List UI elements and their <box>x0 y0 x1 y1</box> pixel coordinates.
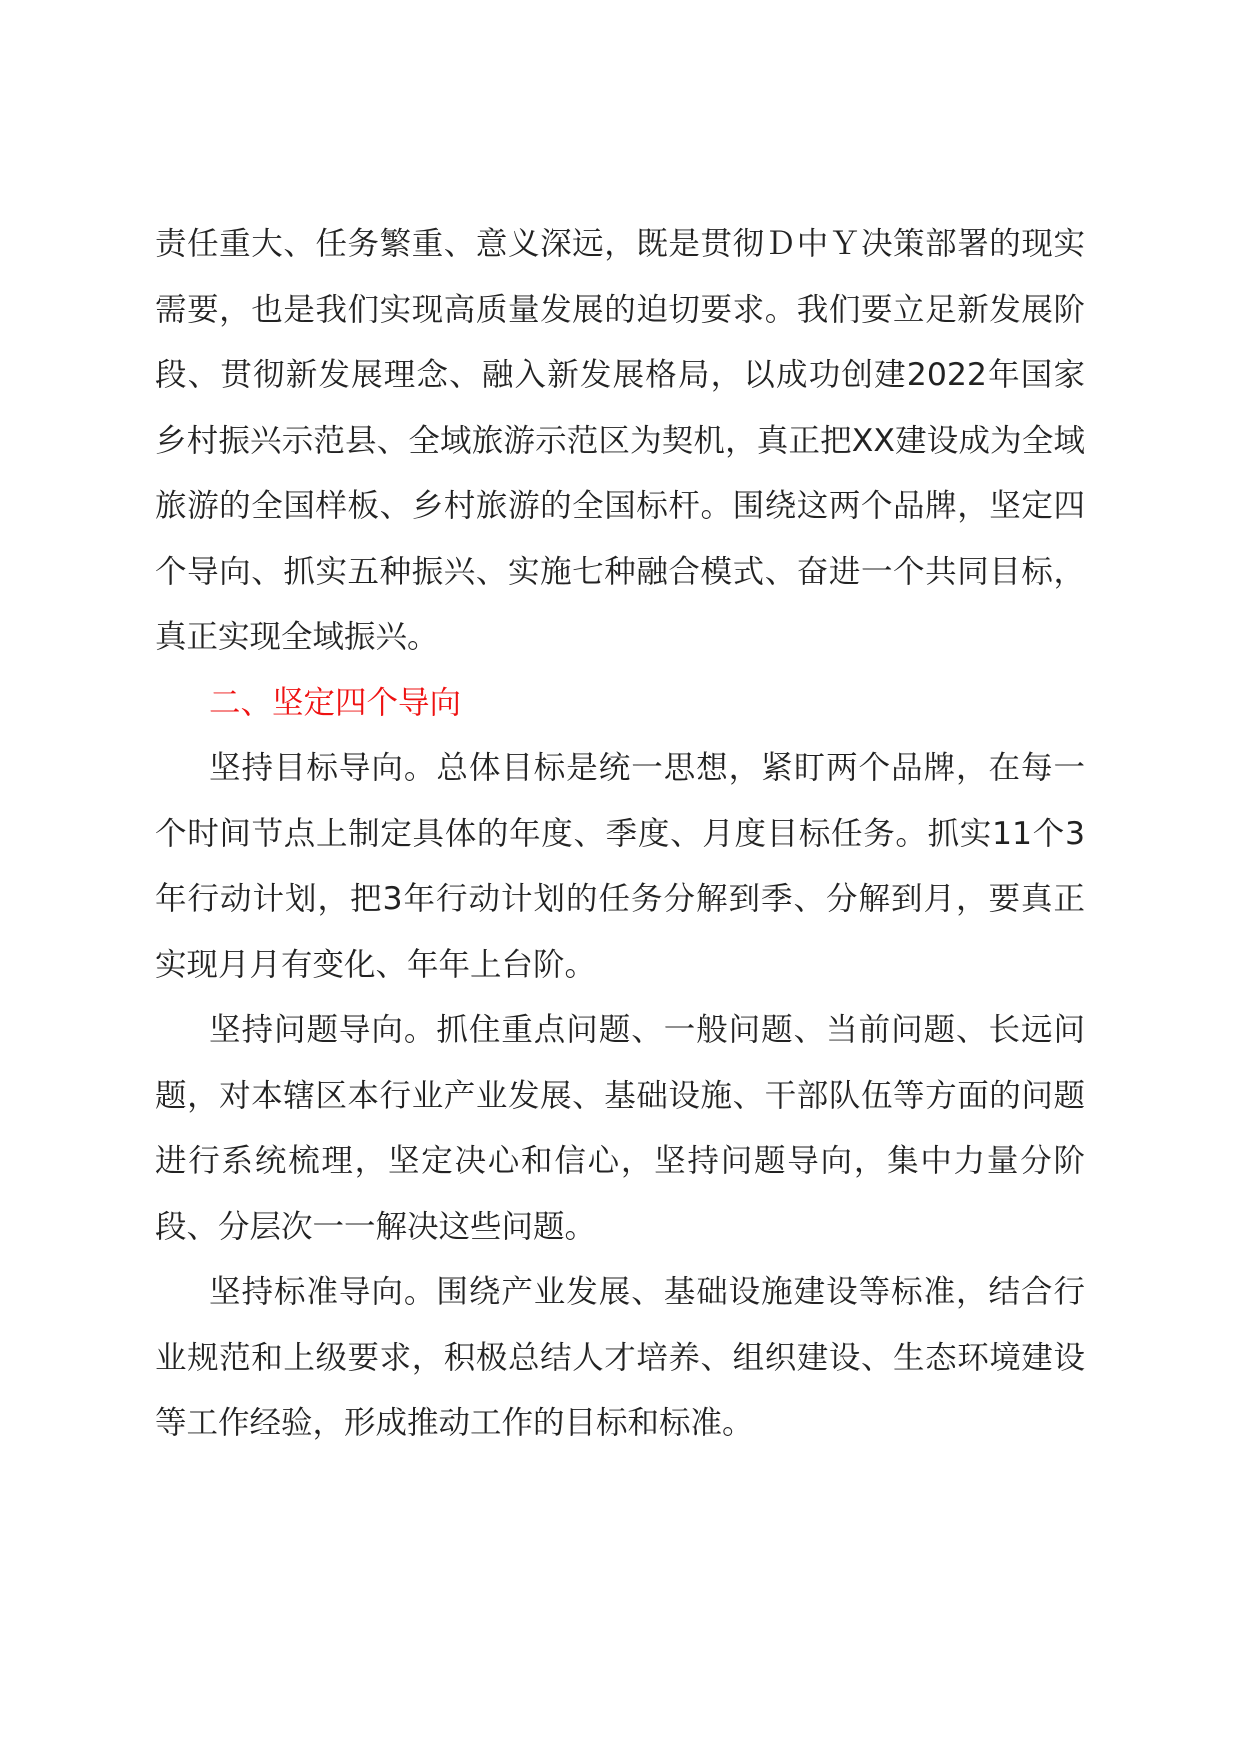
body-paragraph-problem-orientation: 坚持问题导向。抓住重点问题、一般问题、当前问题、长远问题，对本辖区本行业产业发展、基础设施、干部队伍等方面的问题进行系统梳理，坚定决心和信心，坚持问题导向，集中力量分阶段、分层次一一解决这些问题。 <box>155 1012 1085 1245</box>
document-body <box>155 212 1085 1457</box>
body-paragraph-goal-orientation: 坚持目标导向。总体目标是统一思想，紧盯两个品牌，在每一个时间节点上制定具体的年度、季度、月度目标任务。抓实11个3年行动计划，把3年行动计划的任务分解到季、分解到月，要真正实现月月有变化、年年上台阶。 <box>155 750 1085 983</box>
body-paragraph-intro: 责任重大、任务繁重、意义深远，既是贯彻Ｄ中Ｙ决策部署的现实需要，也是我们实现高质量发展的迫切要求。我们要立足新发展阶段、贯彻新发展理念、融入新发展格局，以成功创建2022年国家乡村振兴示范县、全域旅游示范区为契机，真正把XX建设成为全域旅游的全国样板、乡村旅游的全国标杆。围绕这两个品牌，坚定四个导向、抓实五种振兴、实施七种融合模式、奋进一个共同目标，真正实现全域振兴。 <box>155 226 1085 655</box>
section-heading: 二、坚定四个导向 <box>209 684 462 721</box>
body-paragraph-standard-orientation: 坚持标准导向。围绕产业发展、基础设施建设等标准，结合行业规范和上级要求，积极总结人才培养、组织建设、生态环境建设等工作经验，形成推动工作的目标和标准。 <box>155 1274 1085 1441</box>
